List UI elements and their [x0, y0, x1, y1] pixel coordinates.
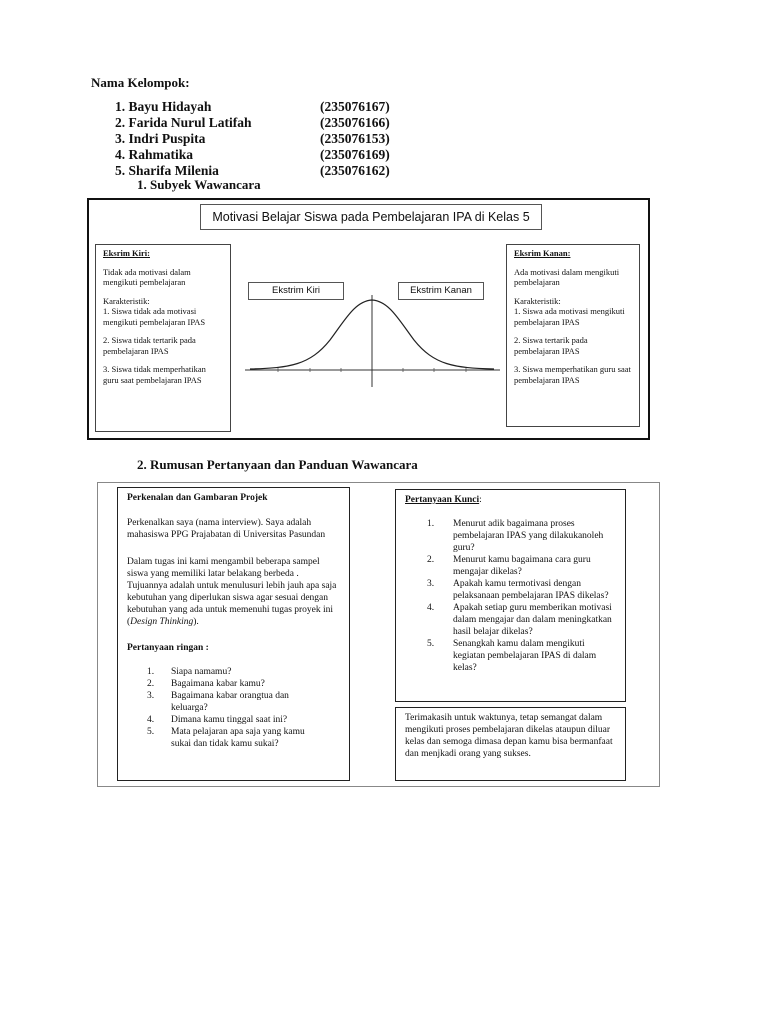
member-name: 4. Rahmatika	[115, 147, 194, 162]
left-char-item: 2. Siswa tidak tertarik pada pembelajaran IPAS	[103, 335, 196, 356]
list-item: 4. Apakah setiap guru memberikan motivasi dalam mengajar dan dalam meningkatkan hasil belajar dikelas?	[427, 603, 612, 637]
list-item: 2. Menurut kamu bagaimana cara guru mengajar dikelas?	[427, 555, 591, 577]
member-id: (235076162)	[320, 163, 390, 178]
member-row	[115, 99, 390, 115]
group-label: Nama Kelompok:	[91, 75, 190, 90]
list-item: 2. Bagaimana kabar kamu?	[147, 679, 265, 689]
left-char-item: 1. Siswa tidak ada motivasi mengikuti pembelajaran IPAS	[103, 306, 206, 327]
right-char-heading: Karakteristik:	[514, 295, 561, 306]
right-char-item: 3. Siswa memperhatikan guru saat pembelajaran IPAS	[514, 364, 631, 385]
list-item: 5. Mata pelajaran apa saja yang kamu sukai dan tidak kamu sukai?	[147, 727, 305, 749]
intro-paragraph-2: Dalam tugas ini kami mengambil beberapa sampel siswa yang memiliki latar belakang berbeda . Tujuannya adalah untuk menulusuri lebih jauh apa saja kebutuhan yang diperlukan siswa agar sesuai dengan kebutuhan yang ada untuk memenuhi tugas proyek ini (Design Thinking).	[127, 557, 337, 627]
closing-box	[395, 707, 626, 781]
key-questions-box	[395, 489, 626, 702]
member-id: (235076167)	[320, 99, 390, 114]
list-item: 3. Bagaimana kabar orangtua dan keluarga?	[147, 691, 289, 713]
right-extreme-desc: Ada motivasi dalam mengikuti pembelajaran	[514, 266, 620, 287]
right-extreme-heading: Eksrim Kanan:	[514, 248, 571, 258]
right-char-item: 1. Siswa ada motivasi mengikuti pembelajaran IPAS	[514, 306, 625, 327]
member-id: (235076166)	[320, 115, 390, 130]
list-item: 1. Siapa namamu?	[147, 667, 232, 677]
member-row	[115, 115, 390, 131]
member-name: 1. Bayu Hidayah	[115, 99, 212, 114]
member-name: 2. Farida Nurul Latifah	[115, 115, 252, 130]
left-char-heading: Karakteristik:	[103, 295, 150, 306]
intro-box	[117, 487, 350, 781]
list-item: 3. Apakah kamu termotivasi dengan pelaksanaan pembelajaran IPAS dikelas?	[427, 579, 609, 601]
right-char-item: 2. Siswa tertarik pada pembelajaran IPAS	[514, 335, 588, 356]
member-id: (235076169)	[320, 147, 390, 162]
key-questions-heading: Pertanyaan Kunci	[405, 495, 480, 505]
list-item: 4. Dimana kamu tinggal saat ini?	[147, 715, 288, 725]
left-extreme-desc: Tidak ada motivasi dalam mengikuti pembelajaran	[103, 266, 191, 287]
left-extreme-box	[95, 244, 231, 432]
intro-heading: Perkenalan dan Gambaran Projek	[127, 493, 268, 503]
bell-curve-graphic	[240, 295, 505, 390]
closing-text: Terimakasih untuk waktunya, tetap semangat dalam mengikuti proses pembelajaran dikelas ataupun diluar kelas dan semoga dimasa depan kamu bisa bermanfaat dan menjkadi orang yang sukses.	[405, 713, 613, 759]
member-row	[115, 147, 390, 163]
light-questions-list	[147, 666, 340, 750]
design-thinking-term: Design Thinking	[130, 617, 194, 627]
light-questions-heading: Pertanyaan ringan :	[127, 643, 209, 653]
intro-paragraph-1: Perkenalkan saya (nama interview). Saya adalah mahasiswa PPG Prajabatan di Universitas Pasundan	[127, 518, 326, 540]
section-subyek-heading: 1. Subyek Wawancara	[137, 177, 261, 192]
member-row	[115, 131, 390, 147]
left-char-item: 3. Siswa tidak memperhatikan guru saat pembelajaran IPAS	[103, 364, 206, 385]
key-questions-list	[427, 518, 616, 674]
list-item: 1. Menurut adik bagaimana proses pembelajaran IPAS yang dilakukanoleh guru?	[427, 519, 604, 553]
diagram-title: Motivasi Belajar Siswa pada Pembelajaran IPA di Kelas 5	[200, 204, 542, 230]
list-item: 5. Senangkah kamu dalam mengikuti kegiatan pembelajaran IPAS di dalam kelas?	[427, 639, 597, 673]
member-list	[115, 99, 390, 179]
key-questions-heading-row: Pertanyaan Kunci:	[405, 495, 482, 505]
left-extreme-heading: Eksrim Kiri:	[103, 248, 150, 258]
member-name: 5. Sharifa Milenia	[115, 163, 219, 178]
label-ekstrim-kiri: Ekstrim Kiri	[248, 282, 344, 300]
right-extreme-box	[506, 244, 640, 427]
label-ekstrim-kanan: Ekstrim Kanan	[398, 282, 484, 300]
member-id: (235076153)	[320, 131, 390, 146]
member-name: 3. Indri Puspita	[115, 131, 206, 146]
section-rumusan-heading: 2. Rumusan Pertanyaan dan Panduan Wawancara	[137, 457, 418, 472]
